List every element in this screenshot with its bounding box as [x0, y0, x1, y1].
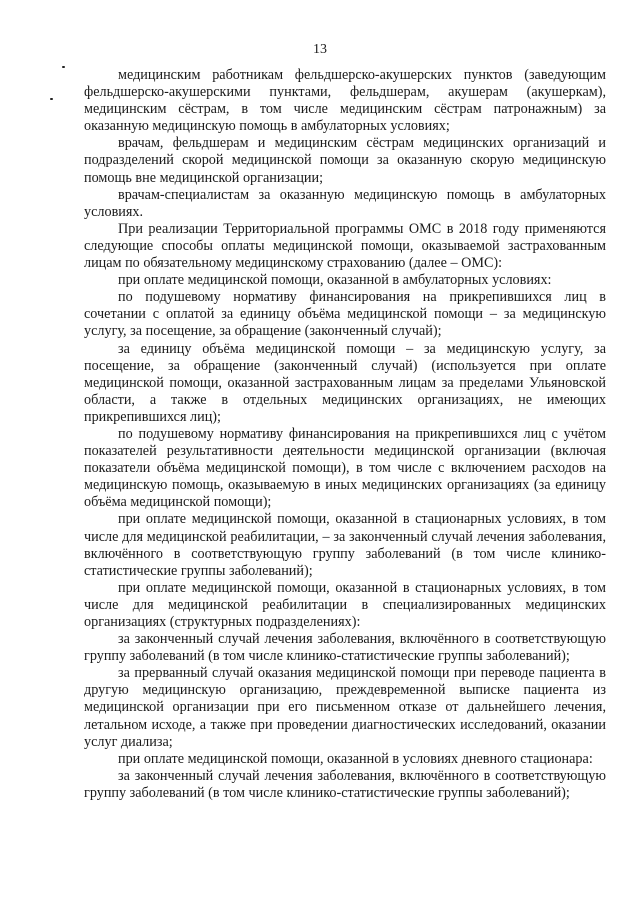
paragraph: при оплате медицинской помощи, оказанной в амбулаторных условиях:: [118, 272, 552, 289]
scan-mark: [50, 98, 53, 100]
page-number: 13: [313, 42, 327, 57]
paragraph: врачам-специалистам за оказанную медицинскую помощь в амбулаторных условиях.: [84, 186, 606, 220]
paragraph: при оплате медицинской помощи, оказанной в условиях дневного стационара:: [118, 750, 593, 767]
paragraph: за законченный случай лечения заболевания, включённого в соответствующую группу заболеваний (в том числе клинико-статистические группы заболеваний);: [84, 631, 606, 665]
paragraph: по подушевому нормативу финансирования на прикрепившихся лиц в сочетании с оплатой за единицу объёма медицинской помощи – за медицинскую услугу, за посещение, за обращение (законченный случай);: [84, 289, 606, 340]
paragraph: за законченный случай лечения заболевания, включённого в соответствующую группу заболеваний (в том числе клинико-статистические группы заболеваний);: [84, 767, 606, 801]
paragraph: медицинским работникам фельдшерско-акушерских пунктов (заведующим фельдшерско-акушерскими пунктами, фельдшерам, акушерам (акушеркам), медицинским сёстрам, в том числе медицинским сёстрам патронажным) за оказанную медицинскую помощь в амбулаторных условиях;: [84, 67, 606, 135]
paragraph: по подушевому нормативу финансирования на прикрепившихся лиц с учётом показателей результативности деятельности медицинской организации (включая показатели объёма медицинской помощи), в том числе с включением расходов на медицинскую помощь, оказываемую в иных медицинских организациях (за единицу объёма медицинской помощи);: [84, 425, 606, 511]
paragraph: При реализации Территориальной программы ОМС в 2018 году применяются следующие способы оплаты медицинской помощи, оказываемой застрахованным лицам по обязательному медицинскому страхованию (далее – ОМС):: [84, 220, 606, 272]
paragraph: за прерванный случай оказания медицинской помощи при переводе пациента в другую медицинскую организацию, преждевременной выписке пациента из медицинской организации при его письменном отказе от дальнейшего лечения, летальном исходе, а также при проведении диагностических исследований, оказании услуг диализа;: [84, 665, 606, 750]
paragraph: врачам, фельдшерам и медицинским сёстрам медицинских организаций и подразделений скорой медицинской помощи за оказанную скорую медицинскую помощь вне медицинской организации;: [84, 135, 606, 186]
paragraph: при оплате медицинской помощи, оказанной в стационарных условиях, в том числе для медицинской реабилитации в специализированных медицинских организациях (структурных подразделениях):: [84, 579, 606, 630]
body-text: [84, 67, 606, 802]
scan-mark: [62, 66, 65, 68]
paragraph: за единицу объёма медицинской помощи – за медицинскую услугу, за посещение, за обращение (законченный случай) (используется при оплате медицинской помощи, оказанной застрахованным лицам за пределами Ульяновской области, а также в отдельных медицинских организациях, не имеющих прикрепившихся лиц);: [84, 340, 606, 425]
paragraph: при оплате медицинской помощи, оказанной в стационарных условиях, в том числе для медицинской реабилитации, – за законченный случай лечения заболевания, включённого в соответствующую группу заболеваний (в том числе клинико-статистические группы заболеваний);: [84, 511, 606, 579]
